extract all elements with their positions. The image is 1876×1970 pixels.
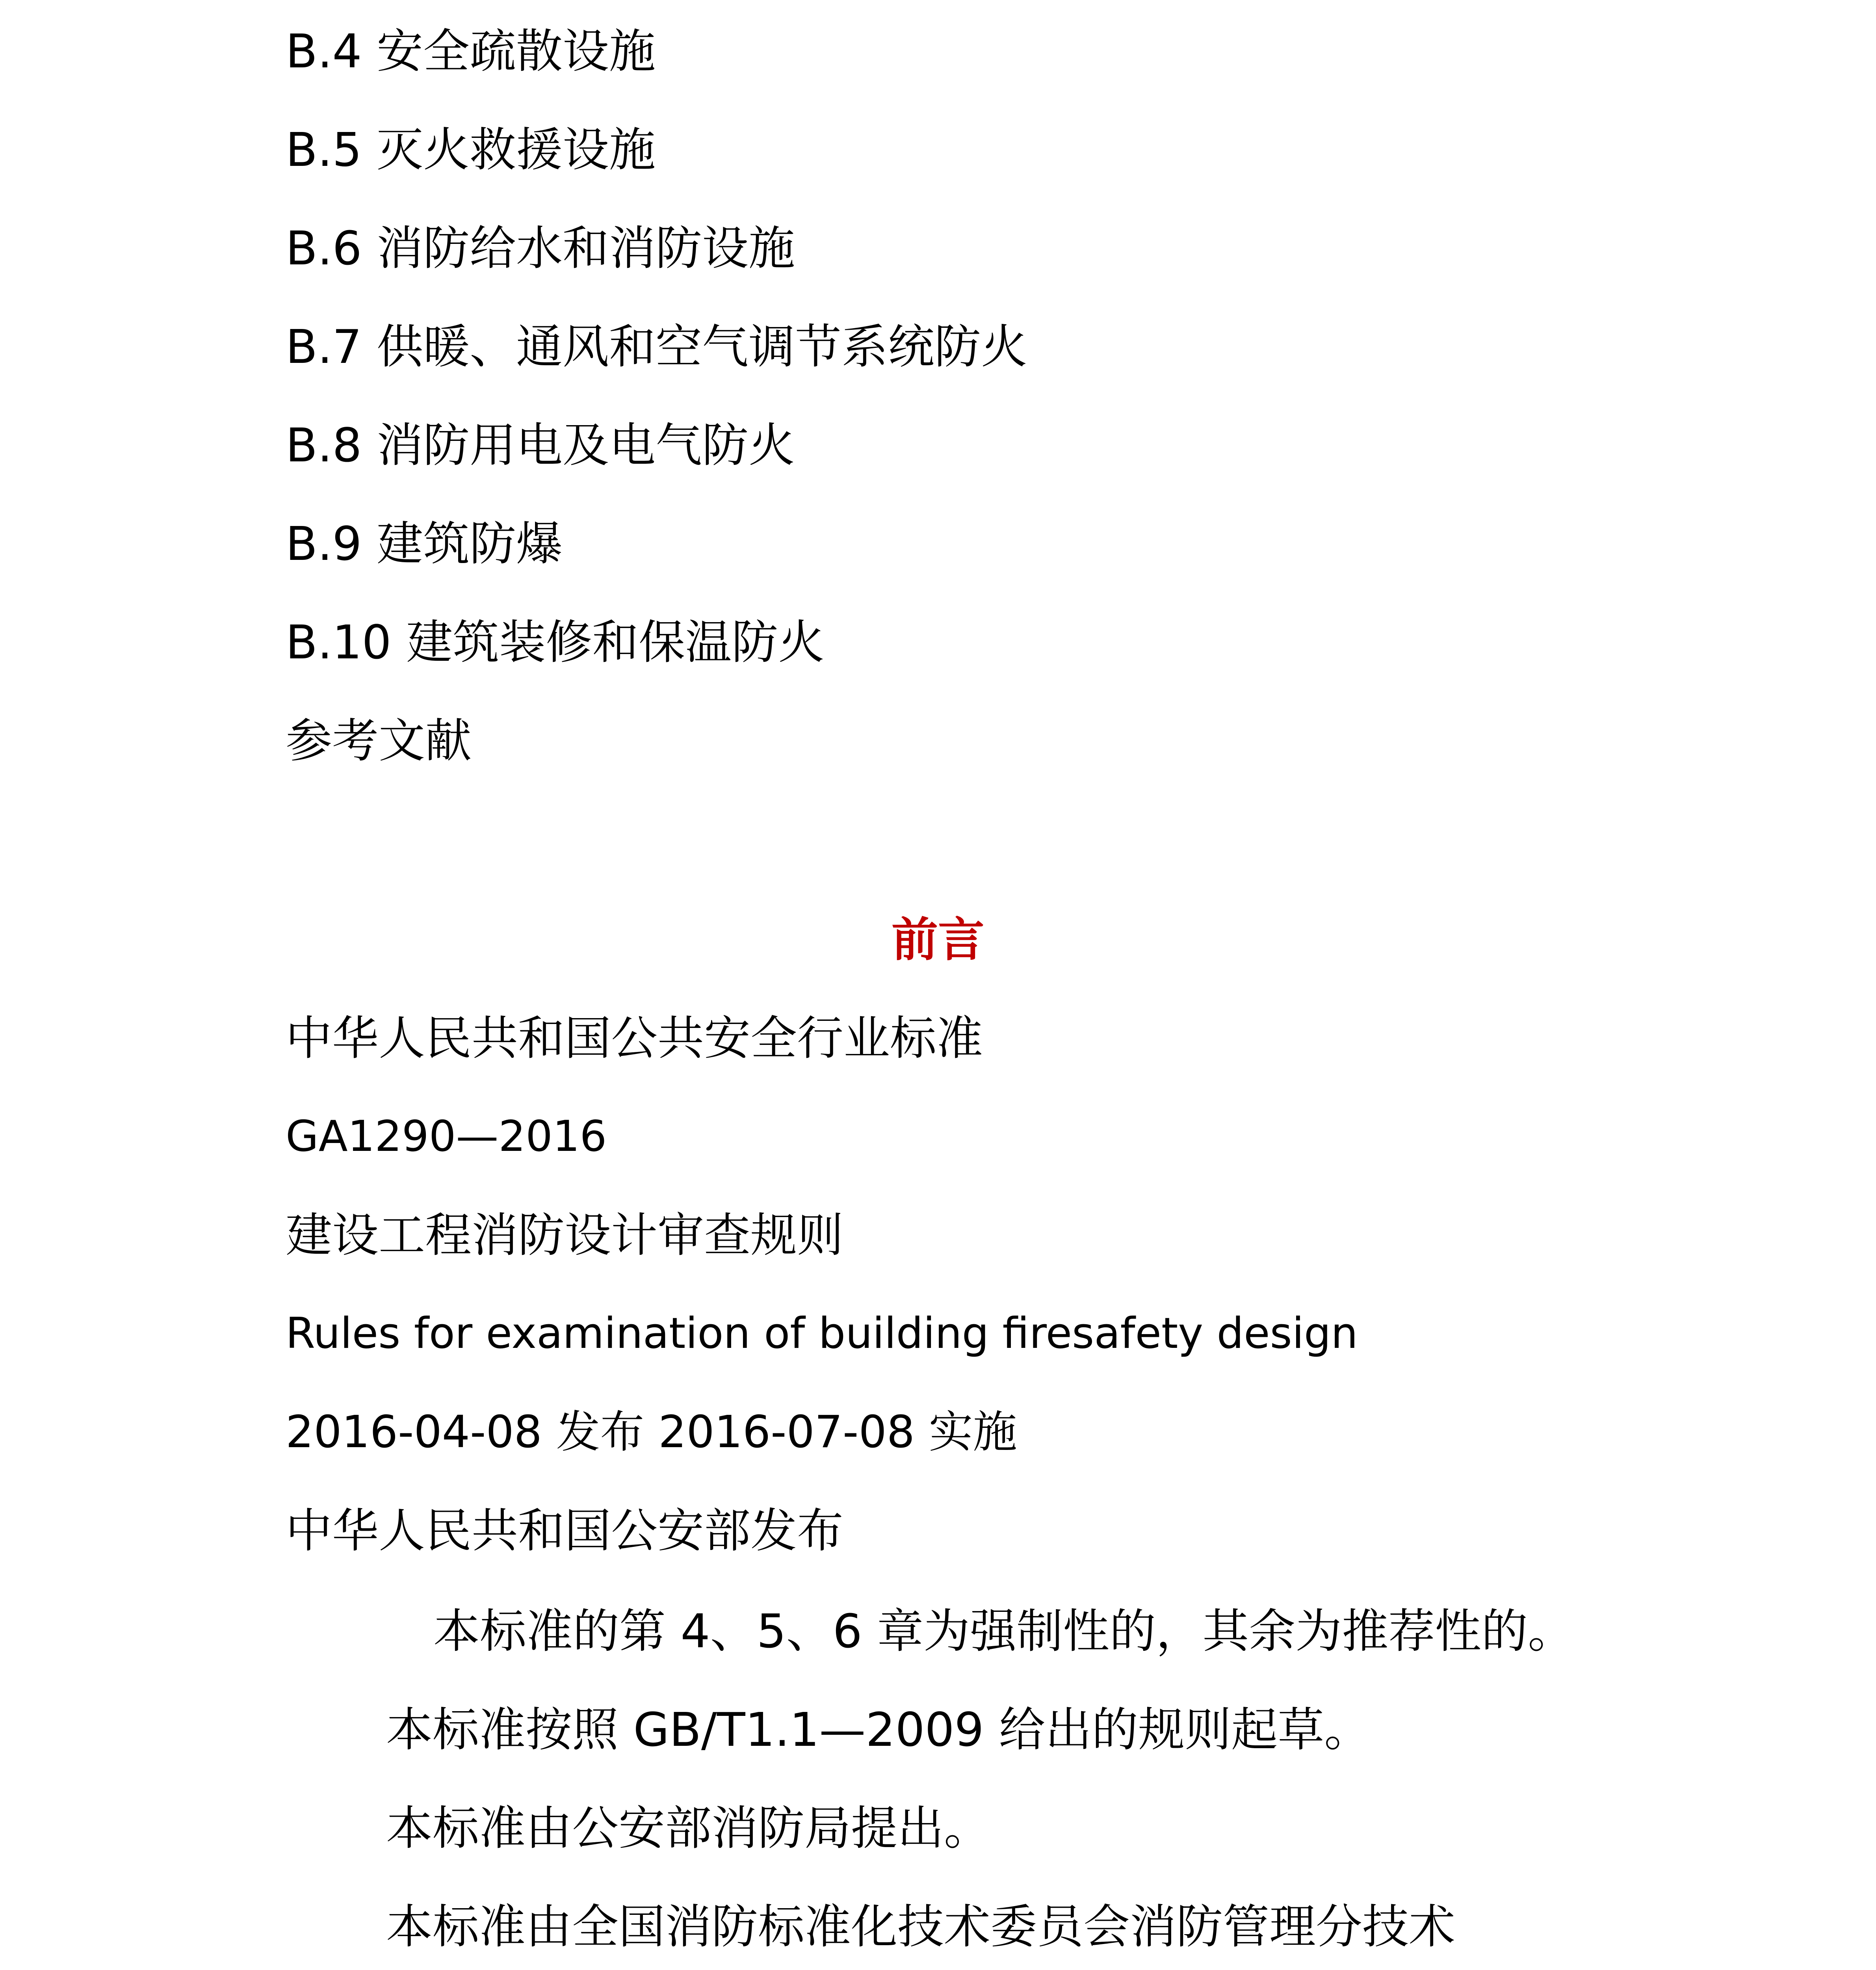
standard-dates: 2016-04-08 发布 2016-07-08 实施 <box>286 1407 1017 1458</box>
standard-title-en: Rules for examination of building firesafety design <box>286 1309 1358 1358</box>
foreword-title: 前言 <box>891 913 984 967</box>
toc-item-b7: B.7 供暖、通风和空气调节系统防火 <box>286 320 1028 374</box>
foreword-paragraph-4: 本标准由全国消防标准化技术委员会消防管理分技术 <box>386 1899 1456 1954</box>
toc-item-b5: B.5 灭火救援设施 <box>286 123 656 177</box>
toc-item-b9: B.9 建筑防爆 <box>286 517 563 571</box>
toc-item-b6: B.6 消防给水和消防设施 <box>286 221 795 275</box>
standard-issuer: 中华人民共和国公安部发布 <box>286 1504 844 1558</box>
foreword-paragraph-2: 本标准按照 GB/T1.1—2009 给出的规则起草。 <box>386 1702 1371 1757</box>
toc-item-b10: B.10 建筑装修和保温防火 <box>286 615 825 669</box>
toc-item-b4: B.4 安全疏散设施 <box>286 24 656 78</box>
standard-category: 中华人民共和国公共安全行业标准 <box>286 1011 983 1065</box>
standard-title-cn: 建设工程消防设计审查规则 <box>286 1208 844 1262</box>
standard-number: GA1290—2016 <box>286 1112 607 1161</box>
foreword-paragraph-3: 本标准由公安部消防局提出。 <box>386 1801 991 1855</box>
toc-item-references: 参考文献 <box>286 714 472 768</box>
foreword-paragraph-1: 本标准的第 4、5、6 章为强制性的，其余为推荐性的。 <box>433 1604 1575 1658</box>
toc-item-b8: B.8 消防用电及电气防火 <box>286 418 795 472</box>
